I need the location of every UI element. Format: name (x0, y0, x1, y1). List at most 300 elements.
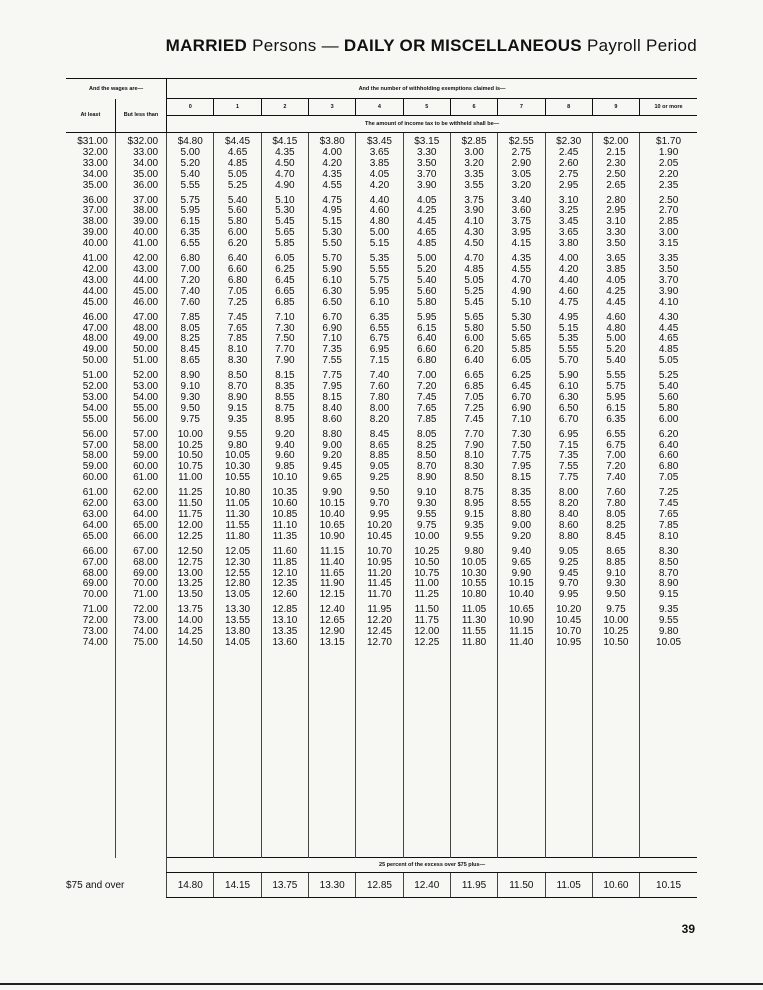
table-cell: 4.10 (658, 296, 679, 308)
table-cell: 7.85 (227, 333, 248, 345)
table-cell: 3.80 (558, 238, 579, 250)
table-cell: 7.85 (658, 519, 679, 531)
table-cell: 9.55 (658, 615, 679, 627)
table-cell: 38.00 (82, 216, 108, 228)
table-cell: 11.00 (414, 578, 439, 590)
table-cell: 44.00 (133, 274, 159, 286)
row-group (640, 254, 697, 309)
row-group (593, 137, 639, 192)
table-cell: 6.70 (511, 391, 532, 403)
table-cell: 37.00 (82, 205, 108, 217)
row-group (167, 137, 213, 192)
table-cell: 68.00 (82, 567, 108, 579)
table-cell: 2.70 (658, 205, 679, 217)
table-cell: 14.05 (225, 636, 251, 648)
row-group (498, 488, 544, 543)
table-cell: 3.25 (558, 205, 579, 217)
table-cell: $3.15 (414, 136, 440, 147)
table-cell: 3.70 (417, 168, 437, 180)
table-cell: 6.80 (417, 355, 437, 367)
table-cell: 11.55 (461, 626, 487, 638)
table-cell: 6.10 (369, 296, 390, 308)
row-group (546, 430, 592, 485)
table-cell: 70.00 (133, 578, 159, 590)
table-cell: 3.65 (558, 227, 579, 239)
table-cell: 4.50 (464, 238, 484, 250)
table-cell: 8.45 (369, 428, 390, 440)
table-cell: 5.55 (369, 263, 390, 275)
table-cell: 6.15 (606, 402, 626, 414)
table-cell: 4.70 (275, 168, 295, 180)
table-cell: 35.00 (82, 179, 108, 191)
table-cell: 7.60 (606, 487, 626, 499)
table-cell: 71.00 (133, 589, 159, 601)
table-cell: 10.05 (461, 556, 487, 568)
table-cell: 3.50 (417, 157, 437, 169)
table-cell: 8.25 (417, 439, 437, 451)
table-cell: 6.25 (275, 263, 295, 275)
but-less-than-header: But less than (115, 99, 166, 133)
exemption-column (545, 133, 592, 858)
table-cell: 7.85 (180, 311, 200, 323)
table-cell: 6.10 (322, 274, 342, 286)
table-cell: 8.70 (658, 567, 679, 579)
table-cell: 9.05 (558, 545, 579, 557)
table-cell: 4.85 (464, 263, 484, 275)
table-cell: 8.35 (275, 381, 295, 393)
row-group (451, 196, 497, 251)
table-cell: 3.10 (558, 194, 579, 206)
row-group (309, 371, 355, 426)
table-cell: 50.00 (133, 344, 159, 356)
table-cell: 53.00 (133, 381, 159, 393)
table-cell: 8.00 (558, 487, 579, 499)
row-group (309, 488, 355, 543)
table-cell: 65.00 (133, 519, 159, 531)
table-cell: 34.00 (133, 157, 159, 169)
row-group (262, 371, 308, 426)
table-cell: 9.65 (511, 556, 532, 568)
table-cell: 56.00 (82, 428, 108, 440)
table-cell: 10.90 (319, 530, 345, 542)
table-cell: 34.00 (82, 168, 108, 180)
table-cell: 7.25 (464, 402, 484, 414)
row-group (167, 547, 213, 602)
row-group (262, 196, 308, 251)
table-cell: 7.05 (658, 472, 679, 484)
table-cell: 4.65 (417, 227, 437, 239)
table-cell: 6.20 (658, 428, 679, 440)
table-cell: 5.10 (511, 296, 532, 308)
table-cell: 3.50 (606, 238, 626, 250)
table-cell: $31.00 (77, 136, 108, 147)
table-cell: 3.20 (464, 157, 484, 169)
table-cell: 6.35 (606, 413, 626, 425)
over-75-value: 10.15 (640, 873, 697, 898)
table-cell: 5.40 (227, 194, 248, 206)
row-group (167, 430, 213, 485)
table-cell: 7.45 (658, 498, 679, 510)
table-cell: 5.90 (322, 263, 342, 275)
table-cell: 8.15 (275, 370, 295, 382)
table-cell: 11.85 (272, 556, 298, 568)
table-cell: 3.70 (658, 274, 679, 286)
row-group (66, 196, 108, 251)
table-cell: 7.65 (227, 322, 248, 334)
table-cell: 62.00 (133, 487, 159, 499)
table-cell: 4.90 (511, 285, 532, 297)
table-cell: 6.60 (417, 344, 437, 356)
table-cell: 7.55 (558, 461, 579, 473)
table-cell: $32.00 (127, 136, 159, 147)
table-cell: 6.85 (464, 381, 484, 393)
exemption-column (309, 133, 356, 858)
table-cell: 2.50 (606, 168, 626, 180)
table-cell: 3.90 (417, 179, 437, 191)
table-cell: 51.00 (133, 355, 159, 367)
table-cell: 8.60 (322, 413, 342, 425)
table-cell: 6.25 (511, 370, 532, 382)
table-cell: 9.20 (322, 450, 342, 462)
table-cell: 10.50 (603, 636, 629, 648)
table-cell: 8.50 (417, 450, 437, 462)
row-group (546, 137, 592, 192)
row-group (214, 430, 260, 485)
table-cell: 12.75 (177, 556, 203, 568)
over-75-value: 11.05 (545, 873, 592, 898)
row-group (356, 371, 402, 426)
row-group (640, 547, 697, 602)
table-cell: 2.20 (658, 168, 679, 180)
row-group (640, 313, 697, 368)
table-cell: $2.00 (603, 136, 629, 147)
table-cell: 4.35 (511, 253, 532, 265)
table-cell: 8.45 (606, 530, 626, 542)
table-cell: 5.60 (227, 205, 248, 217)
table-cell: 40.00 (82, 238, 108, 250)
row-group (214, 547, 260, 602)
table-cell: 10.00 (177, 428, 203, 440)
row-group (66, 371, 108, 426)
row-group (640, 371, 697, 426)
table-cell: 6.50 (322, 296, 342, 308)
table-cell: 12.25 (177, 530, 203, 542)
table-cell: 8.20 (558, 498, 579, 510)
exemption-column (356, 133, 403, 858)
row-group (116, 430, 158, 485)
table-cell: 10.20 (366, 519, 392, 531)
table-cell: 13.00 (177, 567, 203, 579)
table-cell: 73.00 (82, 626, 108, 638)
table-cell: 8.40 (322, 402, 342, 414)
table-cell: 6.80 (227, 274, 248, 286)
table-cell: 9.75 (180, 413, 200, 425)
table-cell: 6.75 (369, 333, 390, 345)
row-group (498, 371, 544, 426)
table-cell: 7.80 (369, 391, 390, 403)
table-cell: 67.00 (82, 556, 108, 568)
table-cell: 7.10 (322, 333, 342, 345)
table-cell: 8.65 (369, 439, 390, 451)
table-cell: 9.10 (417, 487, 437, 499)
row-group (116, 605, 158, 649)
table-cell: 9.45 (322, 461, 342, 473)
row-group (640, 137, 697, 192)
table-cell: 10.50 (177, 450, 203, 462)
table-cell: 12.90 (319, 626, 345, 638)
table-cell: 3.85 (606, 263, 626, 275)
table-cell: 4.60 (606, 311, 626, 323)
table-cell: 4.70 (464, 253, 484, 265)
table-cell: 44.00 (82, 285, 108, 297)
row-group (451, 605, 497, 649)
table-cell: 11.75 (414, 615, 439, 627)
table-cell: 13.50 (177, 589, 203, 601)
row-group (116, 254, 158, 309)
row-group (498, 196, 544, 251)
table-cell: 5.00 (417, 253, 437, 265)
page-number: 39 (681, 922, 695, 936)
table-cell: 5.10 (275, 194, 295, 206)
table-cell: $2.30 (556, 136, 582, 147)
table-cell: 8.90 (417, 472, 437, 484)
table-cell: 6.95 (558, 428, 579, 440)
table-cell: 8.50 (227, 370, 248, 382)
table-cell: 13.10 (272, 615, 298, 627)
table-cell: 9.30 (417, 498, 437, 510)
table-cell: 2.35 (658, 179, 679, 191)
table-cell: 8.85 (606, 556, 626, 568)
table-cell: 6.55 (606, 428, 626, 440)
table-cell: 9.80 (464, 545, 484, 557)
row-group (404, 605, 450, 649)
row-group (546, 371, 592, 426)
table-cell: 13.60 (272, 636, 298, 648)
table-cell: 9.20 (511, 530, 532, 542)
table-cell: 8.95 (464, 498, 484, 510)
table-cell: 60.00 (82, 472, 108, 484)
table-cell: 36.00 (133, 179, 159, 191)
table-cell: 11.70 (367, 589, 392, 601)
table-cell: 10.05 (656, 636, 682, 648)
table-cell: 3.85 (369, 157, 390, 169)
table-cell: 5.55 (606, 370, 626, 382)
table-cell: 9.10 (606, 567, 626, 579)
table-cell: 4.45 (606, 296, 626, 308)
table-cell: 7.75 (511, 450, 532, 462)
row-group (546, 547, 592, 602)
table-cell: 9.55 (417, 509, 437, 520)
table-cell: 8.30 (658, 545, 679, 557)
table-cell: 6.70 (322, 311, 342, 323)
table-cell: 3.45 (558, 216, 579, 228)
table-cell: 8.70 (227, 381, 248, 393)
table-cell: 60.00 (133, 461, 159, 473)
table-cell: 2.60 (558, 157, 579, 169)
table-cell: 7.60 (369, 381, 390, 393)
row-group (593, 547, 639, 602)
table-cell: 6.70 (558, 413, 579, 425)
table-cell: 11.60 (272, 545, 298, 557)
row-group (116, 137, 158, 192)
table-cell: 6.20 (464, 344, 484, 356)
row-group (498, 254, 544, 309)
table-cell: 7.95 (322, 381, 342, 393)
table-cell: 5.15 (322, 216, 342, 228)
table-cell: 3.30 (606, 227, 626, 239)
table-cell: 7.95 (511, 461, 532, 473)
table-cell: 9.25 (558, 556, 579, 568)
row-group (356, 430, 402, 485)
title-payroll-period: Payroll Period (586, 36, 697, 55)
table-cell: 6.80 (658, 461, 679, 473)
table-cell: 39.00 (82, 227, 108, 239)
table-cell: 10.30 (225, 461, 251, 473)
table-cell: 6.50 (558, 402, 579, 414)
table-cell: 7.55 (322, 355, 342, 367)
table-cell: 13.15 (319, 636, 345, 648)
row-group (66, 430, 108, 485)
table-cell: 4.50 (275, 157, 295, 169)
table-cell: 3.35 (658, 253, 679, 265)
table-cell: 5.50 (322, 238, 342, 250)
row-group (640, 605, 697, 649)
table-cell: 71.00 (82, 604, 108, 616)
table-cell: 3.50 (658, 263, 679, 275)
table-cell: 10.55 (461, 578, 487, 590)
table-cell: 4.95 (322, 205, 342, 217)
table-cell: 5.60 (658, 391, 679, 403)
table-cell: 35.00 (133, 168, 159, 180)
table-cell: 5.00 (606, 333, 626, 345)
table-cell: 5.65 (464, 311, 484, 323)
table-cell: 49.00 (133, 333, 159, 345)
exemption-column (214, 133, 261, 858)
excess-note: 25 percent of the excess over $75 plus— (167, 858, 697, 873)
table-cell: 12.70 (366, 636, 392, 648)
table-cell: 9.75 (606, 604, 626, 616)
title-persons: Persons — (252, 36, 339, 55)
table-cell: 8.20 (369, 413, 390, 425)
table-cell: 11.80 (461, 636, 487, 648)
table-cell: 6.60 (658, 450, 679, 462)
table-cell: 4.95 (558, 311, 579, 323)
table-cell: 8.50 (658, 556, 679, 568)
exemptions-header: And the number of withholding exemptions claimed is— (167, 79, 697, 99)
table-cell: 12.45 (366, 626, 392, 638)
table-cell: 74.00 (82, 636, 108, 648)
table-cell: 9.40 (511, 545, 532, 557)
table-cell: 9.50 (606, 589, 626, 601)
table-cell: 7.50 (511, 439, 532, 451)
table-cell: 4.75 (558, 296, 579, 308)
row-group (546, 196, 592, 251)
table-cell: 10.70 (556, 626, 582, 638)
table-cell: 12.30 (225, 556, 251, 568)
table-cell: 4.40 (558, 274, 579, 286)
table-cell: 8.10 (464, 450, 484, 462)
table-cell: 11.10 (272, 519, 298, 531)
table-cell: 7.00 (606, 450, 626, 462)
table-cell: 7.20 (417, 381, 437, 393)
over-75-value: 14.80 (167, 873, 214, 898)
table-cell: 9.95 (369, 509, 390, 520)
table-cell: 57.00 (82, 439, 108, 451)
table-cell: 7.90 (275, 355, 295, 367)
row-group (116, 488, 158, 543)
table-cell: 10.60 (272, 498, 298, 510)
row-group (309, 430, 355, 485)
table-cell: 4.05 (369, 168, 390, 180)
table-cell: 6.65 (275, 285, 295, 297)
table-cell: 14.50 (177, 636, 203, 648)
table-cell: 69.00 (133, 567, 159, 579)
table-cell: 5.70 (322, 253, 342, 265)
table-cell: 10.95 (366, 556, 392, 568)
table-cell: 51.00 (82, 370, 108, 382)
table-cell: 6.55 (369, 322, 390, 334)
table-cell: 13.55 (225, 615, 251, 627)
table-cell: 8.70 (417, 461, 437, 473)
table-cell: 9.40 (275, 439, 295, 451)
table-cell: 5.95 (369, 285, 390, 297)
table-cell: 3.65 (369, 146, 390, 158)
table-cell: 47.00 (82, 322, 108, 334)
row-group (593, 488, 639, 543)
table-cell: 66.00 (133, 530, 159, 542)
table-cell: 5.25 (227, 179, 248, 191)
row-group (214, 488, 260, 543)
table-cell: 6.60 (227, 263, 248, 275)
table-cell: 11.40 (320, 556, 345, 568)
row-group (214, 137, 260, 192)
table-cell: 6.40 (417, 333, 437, 345)
table-cell: 6.40 (658, 439, 679, 451)
table-cell: 13.80 (225, 626, 251, 638)
over-75-value: 13.75 (261, 873, 308, 898)
table-cell: 55.00 (133, 402, 159, 414)
table-cell: 4.25 (417, 205, 437, 217)
table-cell: 3.00 (464, 146, 484, 158)
table-cell: 10.85 (272, 509, 298, 520)
table-cell: 6.45 (275, 274, 295, 286)
table-cell: 9.80 (658, 626, 679, 638)
table-cell: 41.00 (82, 253, 108, 265)
table-cell: 9.90 (511, 567, 532, 579)
table-cell: 74.00 (133, 626, 159, 638)
exemption-column (498, 133, 545, 858)
table-cell: 7.45 (464, 413, 484, 425)
table-cell: 7.05 (227, 285, 248, 297)
table-cell: 4.10 (464, 216, 484, 228)
table-cell: 56.00 (133, 413, 159, 425)
row-group (498, 605, 544, 649)
table-cell: 55.00 (82, 413, 108, 425)
exemption-column (403, 133, 450, 858)
row-group (404, 488, 450, 543)
table-cell: 4.80 (606, 322, 626, 334)
row-group (498, 137, 544, 192)
table-cell: 8.90 (180, 370, 200, 382)
table-cell: 5.00 (369, 227, 390, 239)
table-cell: 11.50 (414, 604, 439, 616)
table-cell: 2.50 (658, 194, 679, 206)
row-group (167, 196, 213, 251)
table-cell: 75.00 (133, 636, 159, 648)
exemption-column (450, 133, 497, 858)
table-cell: 58.00 (82, 450, 108, 462)
table-cell: 63.00 (82, 509, 108, 520)
